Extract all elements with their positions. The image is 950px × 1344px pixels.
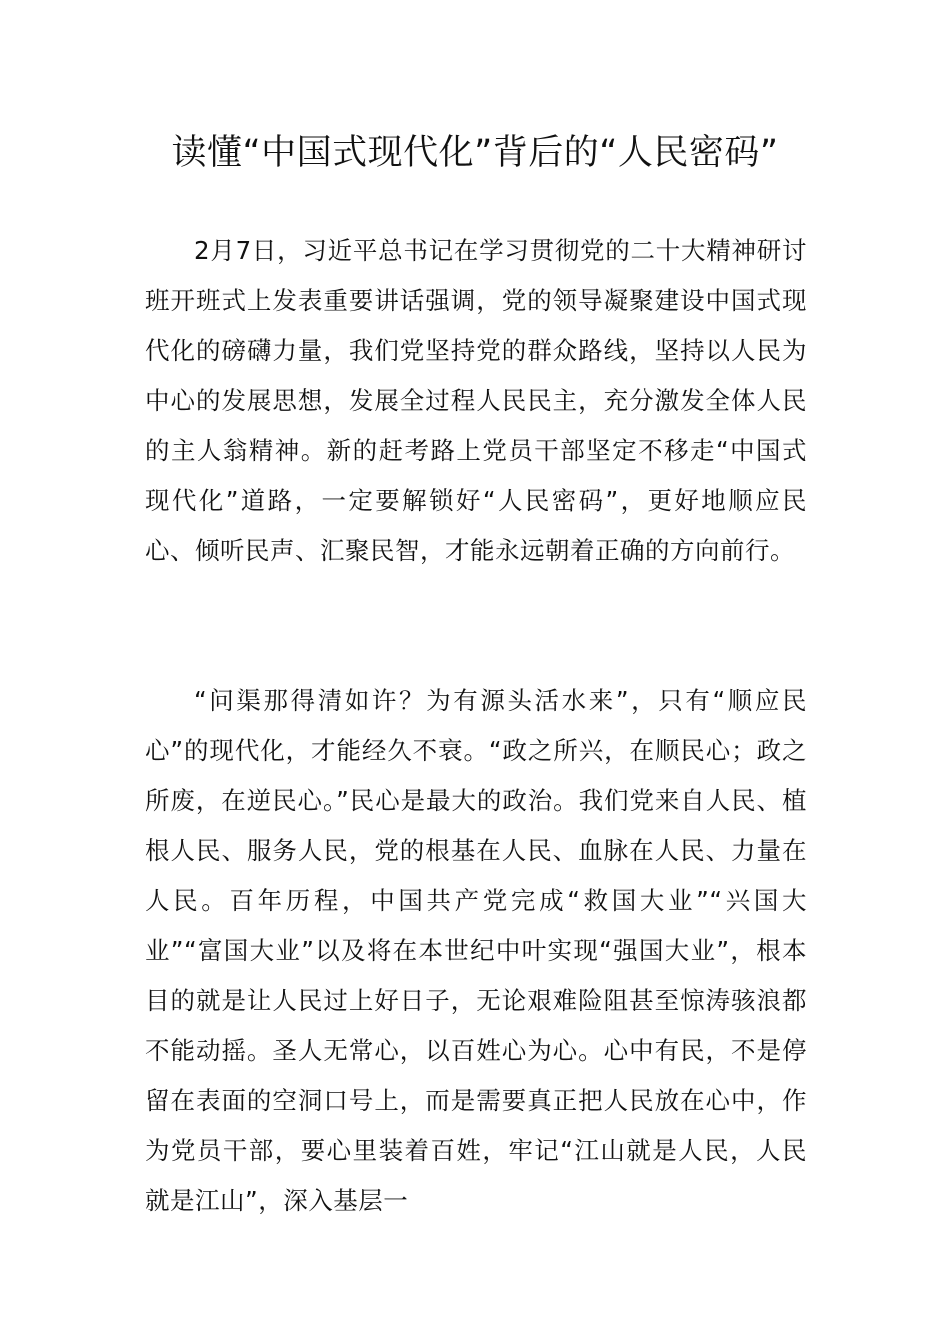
document-title: 读懂“中国式现代化”背后的“人民密码” xyxy=(171,133,779,173)
paragraph-2: “问渠那得清如许？为有源头活水来”，只有“顺应民心”的现代化，才能经久不衰。“政之所兴，在顺民心；政之所废，在逆民心。”民心是最大的政治。我们党来自人民、植根人民、服务人民，党的根基在人民、血脉在人民、力量在人民。百年历程，中国共产党完成“救国大业”“兴国大业”“富国大业”以及将在本世纪中叶实现“强国大业”，根本目的就是让人民过上好日子，无论艰难险阻甚至惊涛骇浪都不能动摇。圣人无常心，以百姓心为心。心中有民，不是停留在表面的空洞口号上，而是需要真正把人民放在心中，作为党员干部，要心里装着百姓，牢记“江山就是人民，人民就是江山”，深入基层一 xyxy=(145,686,807,1215)
paragraph-1: 2月7日，习近平总书记在学习贯彻党的二十大精神研讨班开班式上发表重要讲话强调，党的领导凝聚建设中国式现代化的磅礴力量，我们党坚持党的群众路线，坚持以人民为中心的发展思想，发展全过程人民民主，充分激发全体人民的主人翁精神。新的赶考路上党员干部坚定不移走“中国式现代化”道路，一定要解锁好“人民密码”，更好地顺应民心、倾听民声、汇聚民智，才能永远朝着正确的方向前行。 xyxy=(145,236,807,565)
